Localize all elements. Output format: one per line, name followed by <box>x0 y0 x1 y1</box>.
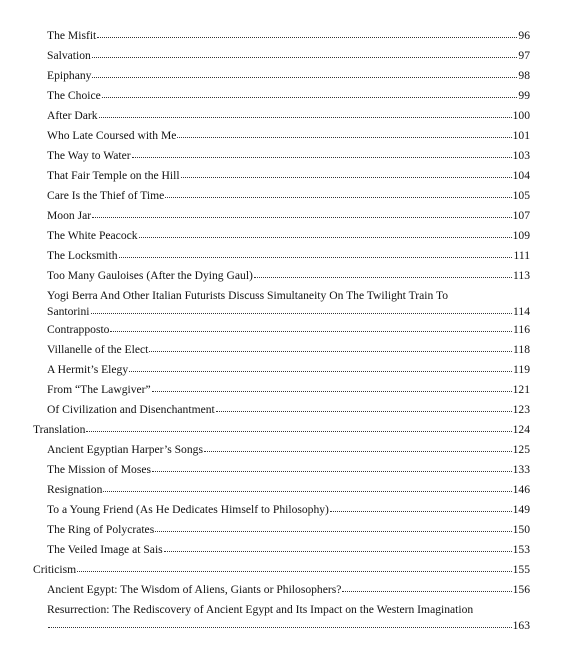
toc-entry <box>47 49 530 63</box>
dot-leader <box>204 451 512 452</box>
toc-entry <box>47 249 530 263</box>
toc-entry-row <box>47 463 530 477</box>
dot-leader <box>254 277 512 278</box>
toc-entry-title: Salvation <box>47 49 91 62</box>
toc-page-number: 100 <box>512 109 530 122</box>
dot-leader <box>92 217 511 218</box>
toc-entry-row <box>47 89 530 103</box>
toc-page-number: 96 <box>518 29 530 42</box>
dot-leader <box>102 97 518 98</box>
toc-page-number: 125 <box>512 443 530 456</box>
toc-entry-title: After Dark <box>47 109 98 122</box>
toc-page-number: 111 <box>513 249 530 262</box>
dot-leader <box>139 237 512 238</box>
toc-page-number: 109 <box>512 229 530 242</box>
toc-entry-row <box>47 209 530 223</box>
toc-entry-row <box>47 305 530 319</box>
toc-entry-title: The Mission of Moses <box>47 463 152 476</box>
toc-entry <box>47 603 530 633</box>
toc-page-number: 107 <box>512 209 530 222</box>
toc-section <box>33 563 530 577</box>
toc-entry-row <box>47 619 530 633</box>
toc-page-number: 149 <box>512 503 530 516</box>
toc-entry <box>47 403 530 417</box>
dot-leader <box>86 431 511 432</box>
toc-entry-title: Too Many Gauloises (After the Dying Gaul) <box>47 269 253 282</box>
toc-page-number: 150 <box>512 523 530 536</box>
toc-entry-row <box>47 503 530 517</box>
toc-entry <box>47 543 530 557</box>
toc-entry-row <box>47 249 530 263</box>
toc-entry-title: Of Civilization and Disenchantment <box>47 403 215 416</box>
dot-leader <box>330 511 512 512</box>
toc-entry-row <box>47 129 530 143</box>
toc-entry <box>47 89 530 103</box>
toc-page-number: 163 <box>512 619 530 632</box>
dot-leader <box>152 391 512 392</box>
toc-entry <box>47 129 530 143</box>
toc-entry <box>47 463 530 477</box>
toc-entry <box>47 343 530 357</box>
toc-entry-row <box>47 483 530 497</box>
toc-page-number: 97 <box>518 49 530 62</box>
toc-entry-row <box>47 149 530 163</box>
toc-entry <box>47 149 530 163</box>
toc-page-number: 155 <box>512 563 530 576</box>
toc-entry-title: Villanelle of the Elect <box>47 343 149 356</box>
toc-entry <box>47 583 530 597</box>
dot-leader <box>342 591 511 592</box>
toc-entry-title: Who Late Coursed with Me <box>47 129 177 142</box>
toc-entry-row <box>47 343 530 357</box>
toc-entry <box>47 503 530 517</box>
toc-entry-title: The Veiled Image at Sais <box>47 543 163 556</box>
toc-entry-title: From “The Lawgiver” <box>47 383 151 396</box>
toc-page-number: 114 <box>513 305 530 318</box>
toc-page-number: 101 <box>512 129 530 142</box>
toc-entry-title: The Choice <box>47 89 101 102</box>
toc-entry <box>47 523 530 537</box>
toc-entry <box>47 443 530 457</box>
dot-leader <box>129 371 512 372</box>
toc-entry-row <box>47 49 530 63</box>
dot-leader <box>132 157 512 158</box>
toc-entry-row <box>47 109 530 123</box>
toc-entry-row <box>47 189 530 203</box>
toc-entry-title: That Fair Temple on the Hill <box>47 169 180 182</box>
dot-leader <box>165 197 511 198</box>
toc-entry-title: Ancient Egyptian Harper’s Songs <box>47 443 203 456</box>
toc-entry <box>47 483 530 497</box>
toc-entry <box>47 229 530 243</box>
toc-section <box>33 423 530 437</box>
toc-entry-title: The Ring of Polycrates <box>47 523 155 536</box>
dot-leader <box>48 627 512 628</box>
toc-entry-title: To a Young Friend (As He Dedicates Himself to Philosophy) <box>47 503 329 516</box>
toc-entry-title: Contrapposto <box>47 323 110 336</box>
dot-leader <box>177 137 511 138</box>
toc-entry-row <box>33 563 530 577</box>
toc-page-number: 116 <box>513 323 530 336</box>
toc-entry-row <box>47 69 530 83</box>
toc-entry-title-line: Yogi Berra And Other Italian Futurists Discuss Simultaneity On The Twilight Train To <box>47 289 449 302</box>
toc-entry-title: Resignation <box>47 483 103 496</box>
toc-entry-row <box>33 423 530 437</box>
toc-page-number: 103 <box>512 149 530 162</box>
toc-entry <box>47 109 530 123</box>
toc-page-number: 113 <box>513 269 530 282</box>
toc-entry-title: Santorini <box>47 305 90 318</box>
toc-entry-row <box>47 269 530 283</box>
toc-entry-title-line: Resurrection: The Rediscovery of Ancient Egypt and Its Impact on the Western Imagination <box>47 603 474 616</box>
toc-entry-row <box>47 323 530 337</box>
toc-page-number: 118 <box>513 343 530 356</box>
toc-page-number: 121 <box>512 383 530 396</box>
toc-entry <box>47 169 530 183</box>
toc-entry-row <box>47 29 530 43</box>
toc-entry-row <box>47 403 530 417</box>
toc-entry-title: A Hermit’s Elegy <box>47 363 129 376</box>
toc-page-number: 119 <box>513 363 530 376</box>
toc-entry-row <box>47 229 530 243</box>
toc-entry <box>47 69 530 83</box>
toc-entry-title: The Way to Water <box>47 149 131 162</box>
toc-entry-title: The Misfit <box>47 29 97 42</box>
dot-leader <box>181 177 512 178</box>
toc-page-number: 123 <box>512 403 530 416</box>
toc-page-number: 153 <box>512 543 530 556</box>
toc-entry-row <box>47 543 530 557</box>
toc-entry <box>47 289 530 319</box>
toc-page-number: 146 <box>512 483 530 496</box>
toc-entry-title: Criticism <box>33 563 77 576</box>
toc-entry-title: Epiphany <box>47 69 92 82</box>
dot-leader <box>99 117 512 118</box>
toc-entry <box>47 323 530 337</box>
toc-entry-title: Ancient Egypt: The Wisdom of Aliens, Giants or Philosophers? <box>47 583 342 596</box>
toc-entry <box>47 29 530 43</box>
toc-page-number: 133 <box>512 463 530 476</box>
dot-leader <box>92 77 517 78</box>
dot-leader <box>103 491 511 492</box>
dot-leader <box>149 351 512 352</box>
toc-entry <box>47 363 530 377</box>
dot-leader <box>97 37 517 38</box>
toc-entry-title: Care Is the Thief of Time <box>47 189 165 202</box>
toc-entry-row <box>47 383 530 397</box>
dot-leader <box>91 313 513 314</box>
dot-leader <box>152 471 512 472</box>
dot-leader <box>92 57 518 58</box>
toc-entry-title: Translation <box>33 423 86 436</box>
toc-entry <box>47 383 530 397</box>
dot-leader <box>77 571 511 572</box>
toc-page-number: 99 <box>518 89 530 102</box>
toc-entry-row <box>47 363 530 377</box>
toc-entry-row <box>47 169 530 183</box>
dot-leader <box>216 411 512 412</box>
toc-entry <box>47 209 530 223</box>
dot-leader <box>119 257 513 258</box>
toc-page-number: 98 <box>518 69 530 82</box>
dot-leader <box>155 531 511 532</box>
toc-page-number: 124 <box>512 423 530 436</box>
dot-leader <box>164 551 512 552</box>
toc-entry <box>47 269 530 283</box>
toc-entry-title: Moon Jar <box>47 209 92 222</box>
toc-page-number: 105 <box>512 189 530 202</box>
toc-entry-row <box>47 583 530 597</box>
toc-page-number: 104 <box>512 169 530 182</box>
dot-leader <box>110 331 512 332</box>
toc-entry-title: The White Peacock <box>47 229 138 242</box>
toc-page-number: 156 <box>512 583 530 596</box>
toc-entry-title: The Locksmith <box>47 249 118 262</box>
toc-entry <box>47 189 530 203</box>
toc-entry-row <box>47 443 530 457</box>
toc-entry-row <box>47 523 530 537</box>
